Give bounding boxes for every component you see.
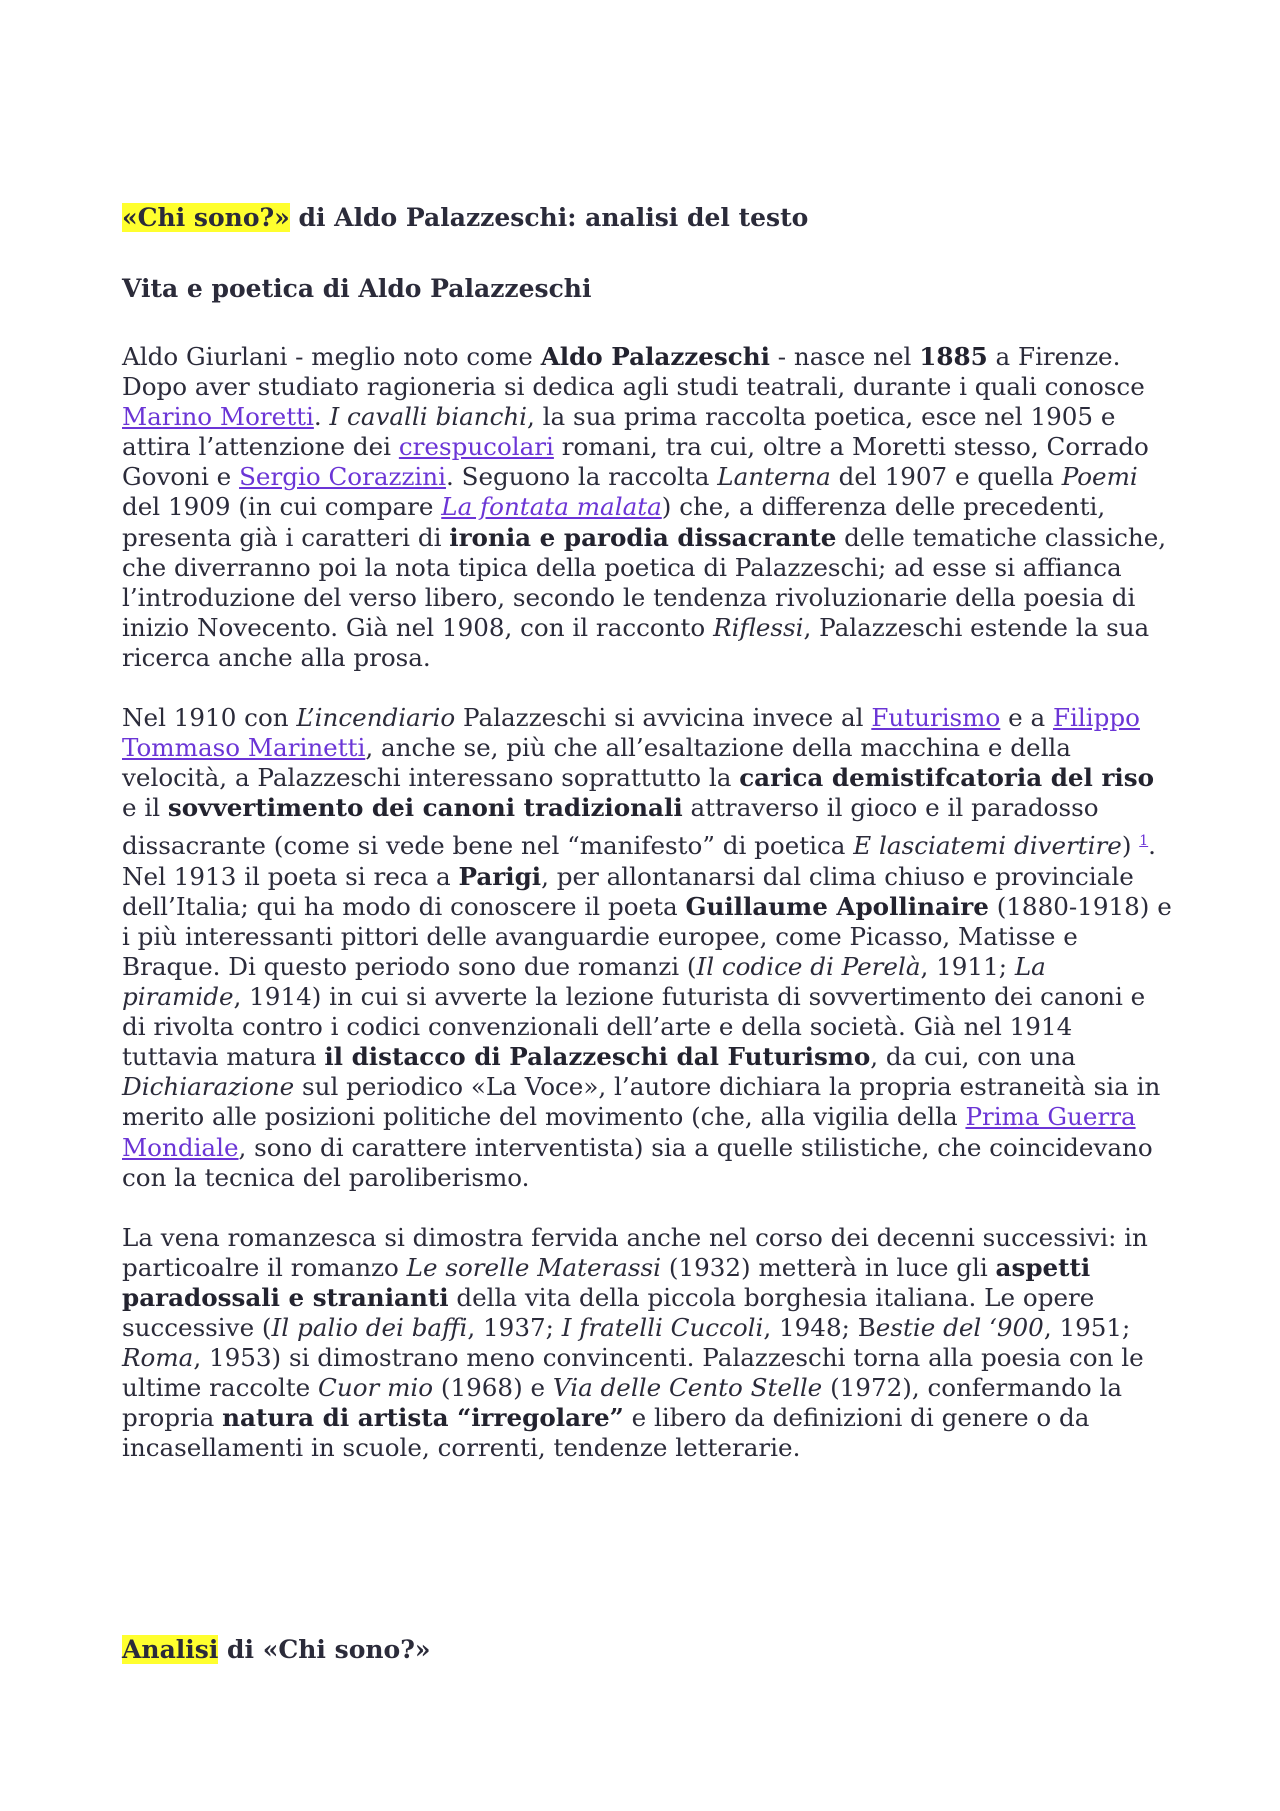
link-sergio-corazzini[interactable]: Sergio Corazzini [239, 462, 446, 492]
bold-text: Parigi [458, 861, 542, 891]
text: - nasce nel [769, 342, 920, 371]
text: . Seguono la raccolta [445, 462, 718, 492]
text: attraverso il gioco e il paradosso dissacrante (come si vede bene nel “manifesto” di poetica [122, 793, 1099, 861]
title-rest: di Aldo Palazzeschi: analisi del testo [289, 203, 809, 232]
text: , 1948; B [763, 1313, 876, 1342]
italic-text: Il codice di Perelà [696, 951, 921, 981]
italic-text: estie del ‘900 [875, 1313, 1044, 1342]
text: e a [1000, 703, 1053, 733]
document-body [122, 200, 1172, 1493]
italic-text: La piramide [122, 951, 1046, 1012]
text: (1932) metterà in luce gli [661, 1252, 996, 1282]
text: , 1953) si dimostrano meno convincenti. Palazzeschi torna alla poesia con le ultime raccolte [122, 1343, 1144, 1403]
section-heading-vita: Vita e poetica di Aldo Palazzeschi [122, 274, 592, 303]
text: del 1909 (in cui compare [122, 492, 442, 522]
text: , sono di carattere interventista) sia a quelle stilistiche, che coincidevano con la tecnica del paroliberismo. [122, 1132, 1153, 1192]
text: , da cui, con una [870, 1042, 1076, 1072]
text: (1880-1918) e i più interessanti pittori delle avanguardie europee, come Picasso, Matisse e Braque. Di questo periodo sono due romanzi ( [122, 891, 1172, 981]
text: , 1911; [920, 951, 1015, 981]
text: (1968) e [433, 1373, 553, 1403]
text: ) che, a differenza delle precedenti, presenta già i caratteri di [122, 492, 1106, 552]
text: romani, tra cui, oltre a Moretti stesso, Corrado Govoni e [122, 432, 1149, 492]
text: . Nel 1913 il poeta si reca a [122, 831, 1156, 891]
bold-text: carica demistifcatoria del riso [739, 763, 1154, 793]
text: delle tematiche classiche, che diverranno poi la nota tipica della poetica di Palazzeschi; ad esse si affianca l’introduzione del verso libero, secondo le tendenza rivoluzionarie della poesia di inizio Novecento. Già nel 1908, con il racconto [122, 522, 1167, 642]
paragraph-1 [122, 342, 1172, 673]
highlighted-analisi: Analisi [122, 1635, 219, 1664]
document-title [122, 200, 1172, 236]
italic-text: Roma [122, 1343, 194, 1373]
bold-text: il distacco di Palazzeschi dal Futurismo [324, 1042, 871, 1072]
italic-text: Le sorelle Materassi [406, 1252, 662, 1282]
italic-text: Poemi [1061, 462, 1138, 492]
text: a Firenze. Dopo aver studiato ragioneria si dedica agli studi teatrali, durante i quali conosce [122, 342, 1145, 402]
text: e libero da definizioni di genere o da incasellamenti in scuole, correnti, tendenze letterarie. [122, 1403, 1090, 1463]
italic-text: Via delle Cento Stelle [552, 1373, 823, 1403]
text: del 1907 e quella [830, 462, 1062, 492]
text: La vena romanzesca si dimostra fervida anche nel corso dei decenni successivi: in particoalre il romanzo [122, 1222, 1148, 1282]
bold-text: natura di artista “irregolare” [222, 1403, 624, 1433]
text: , per allontanarsi dal clima chiuso e provinciale dell’Italia; qui ha modo di conoscere il poeta [122, 861, 1134, 921]
text: Palazzeschi si avvicina invece al [455, 703, 872, 733]
paragraph-2 [122, 703, 1172, 1193]
bold-text: 1885 [919, 342, 988, 371]
bold-text: ironia e parodia dissacrante [449, 522, 837, 552]
link-marino-moretti[interactable]: Marino Moretti [122, 402, 314, 432]
bold-text: aspetti paradossali e stranianti [122, 1252, 1091, 1312]
italic-text: I fratelli Cuccoli [561, 1313, 764, 1342]
section-heading-analisi [122, 1632, 431, 1668]
italic-text: Il palio dei baffi [271, 1313, 468, 1342]
text: , 1951; [1043, 1313, 1131, 1342]
italic-text: Lanterna [717, 462, 831, 492]
italic-link-text: La fontata malata [441, 492, 662, 522]
bold-text: sovvertimento dei canoni tradizionali [167, 793, 683, 823]
analisi-rest: di «Chi sono?» [218, 1635, 431, 1664]
link-marinetti[interactable]: Filippo Tommaso Marinetti [122, 703, 1140, 763]
text: Aldo Giurlani - meglio noto come [122, 342, 541, 371]
link-prima-guerra-mondiale[interactable]: Prima Guerra Mondiale [122, 1102, 1136, 1162]
text: Nel 1910 con [122, 703, 297, 733]
text: sul periodico «La Voce», l’autore dichiara la propria estraneità sia in merito alle posizioni politiche del movimento (che, alla vigilia della [122, 1072, 1161, 1132]
bold-text: Aldo Palazzeschi [540, 342, 770, 371]
text: ) [1121, 831, 1140, 861]
italic-text: Cuor mio [318, 1373, 434, 1403]
italic-text: Riflessi [713, 612, 804, 642]
footnote-link[interactable]: 1 [1139, 833, 1149, 850]
italic-text: E lasciatemi divertire [853, 831, 1122, 861]
italic-text: L’incendiario [296, 703, 456, 733]
paragraph-3 [122, 1223, 1172, 1464]
text: , Palazzeschi estende la sua ricerca anche alla prosa. [122, 612, 1150, 672]
text: , anche se, più che all’esaltazione della macchina e della velocità, a Palazzeschi interessano soprattutto la [122, 733, 1071, 793]
text: (1972), confermando la propria [122, 1373, 1123, 1433]
link-la-fontata-malata[interactable] [441, 492, 662, 521]
bold-text: Guillaume Apollinaire [685, 891, 989, 921]
italic-text: I cavalli bianchi [329, 402, 528, 432]
italic-text: Dichiarazione [122, 1072, 295, 1102]
text: della vita della piccola borghesia italiana. Le opere successive ( [122, 1282, 1095, 1342]
highlighted-title-text: «Chi sono?» [122, 203, 290, 232]
link-futurismo[interactable]: Futurismo [871, 703, 1001, 733]
link-crespucolari[interactable]: crespucolari [398, 432, 554, 462]
text: , 1914) in cui si avverte la lezione futurista di sovvertimento dei canoni e di rivolta contro i codici convenzionali dell’arte e della società. Già nel 1914 tuttavia matura [122, 982, 1146, 1072]
text: e il [122, 793, 168, 823]
text: , 1937; [467, 1313, 562, 1342]
text: . [313, 402, 330, 432]
text: , la sua prima raccolta poetica, esce nel 1905 e attira l’attenzione dei [122, 402, 1116, 462]
